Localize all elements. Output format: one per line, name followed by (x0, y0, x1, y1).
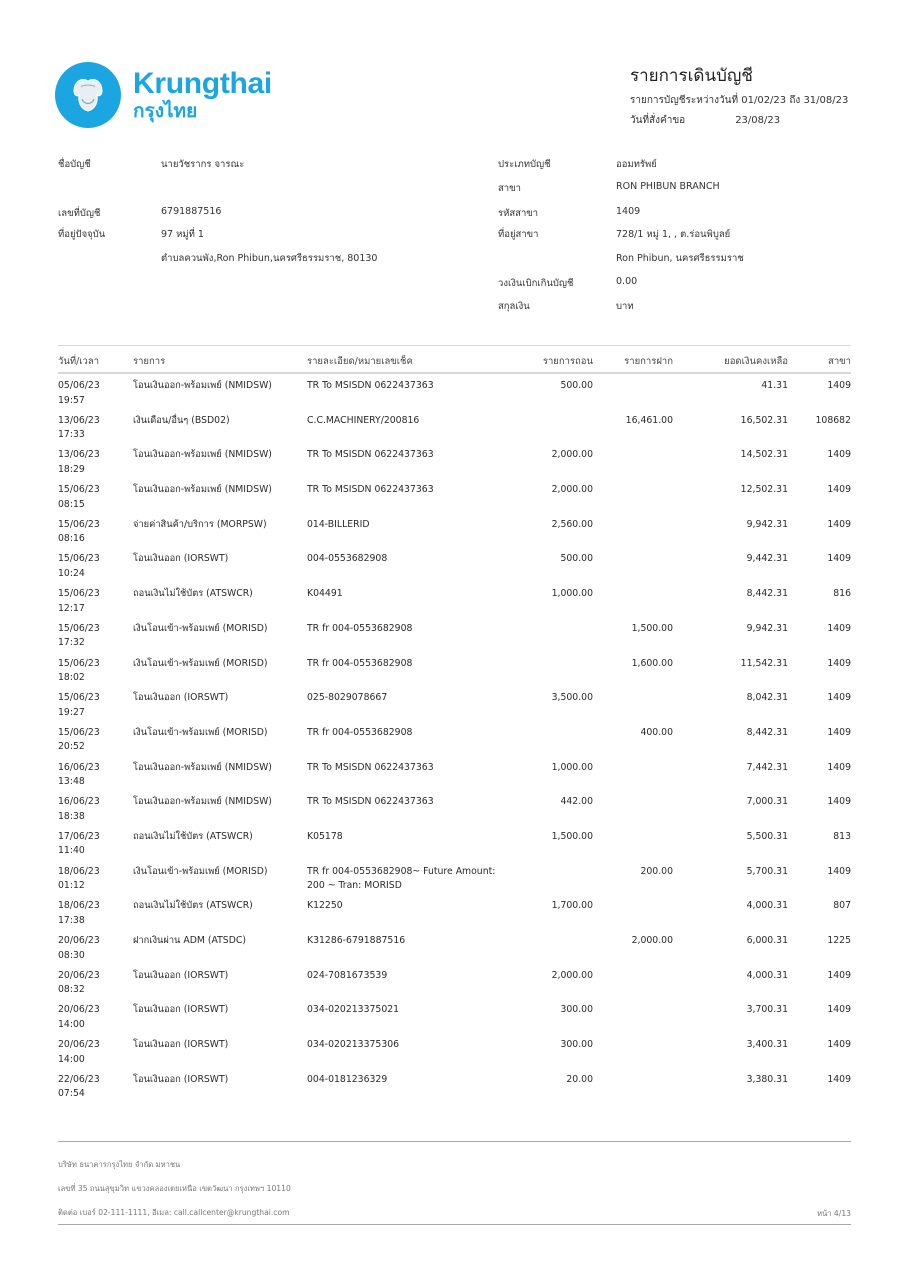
account-type-label: ประเภทบัญชี (498, 159, 551, 170)
account-name-label: ชื่อบัญชี (58, 159, 91, 170)
table-row (58, 443, 851, 478)
cell-date (58, 379, 100, 408)
account-number-value: 6791887516 (161, 206, 222, 217)
cell-time-value: 18:02 (58, 672, 85, 683)
cell-balance: 12,502.31 (740, 484, 788, 496)
cell-balance: 4,000.31 (746, 900, 788, 912)
cell-desc: โอนเงินออก (IORSWT) (133, 1073, 229, 1085)
cell-time-value: 13:48 (58, 776, 85, 788)
cell-withdrawal: 442.00 (560, 796, 593, 808)
branch-address-line2: Ron Phibun, นครศรีธรรมราช (616, 253, 744, 264)
cell-time-value: 17:38 (58, 914, 85, 926)
cell-date-value: 15/06/23 (58, 518, 100, 530)
cell-balance: 3,700.31 (746, 1004, 788, 1016)
table-row (58, 652, 851, 687)
account-type-value: ออมทรัพย์ (616, 159, 657, 170)
cell-balance: 9,942.31 (746, 622, 788, 634)
cell-date (58, 899, 100, 928)
cell-desc: โอนเงินออก (IORSWT) (133, 553, 229, 565)
cell-detail: K31286-6791887516 (307, 935, 406, 946)
table-row (58, 513, 851, 548)
footer-address: เลขที่ 35 ถนนสุขุมวิท แขวงคลองเตยเหนือ เขตวัฒนา กรุงเทพฯ 10110 (58, 1184, 291, 1193)
cell-deposit: 1,600.00 (631, 657, 673, 669)
cell-date-value: 13/06/23 (58, 414, 100, 426)
cell-balance: 11,542.31 (740, 657, 788, 669)
cell-balance: 5,500.31 (746, 830, 788, 842)
cell-branch: 1409 (827, 657, 851, 669)
cell-time-value: 14:00 (58, 1018, 85, 1030)
cell-date-value: 18/06/23 (58, 865, 100, 877)
cell-detail: 004-0553682908 (307, 553, 388, 565)
header-balance: ยอดเงินคงเหลือ (724, 356, 788, 367)
branch-label: สาขา (498, 183, 521, 194)
cell-withdrawal: 2,000.00 (551, 484, 593, 496)
table-row (58, 825, 851, 860)
cell-time-value: 14:00 (58, 1053, 85, 1065)
cell-branch: 1409 (827, 1039, 851, 1051)
branch-address-line1: 728/1 หมู่ 1, , ต.ร่อนพิบูลย์ (616, 229, 731, 240)
cell-branch: 1409 (827, 484, 851, 496)
cell-date-value: 15/06/23 (58, 588, 100, 600)
cell-detail: K05178 (307, 830, 343, 842)
cell-time-value: 01:12 (58, 880, 85, 892)
period-label: รายการบัญชีระหว่างวันที่ (630, 95, 739, 106)
cell-branch: 1409 (827, 553, 851, 565)
header-date: วันที่/เวลา (58, 356, 100, 367)
cell-detail: TR To MSISDN 0622437363 (307, 484, 434, 496)
cell-time-value: 08:30 (58, 949, 85, 961)
table-row (58, 1033, 851, 1068)
cell-balance: 8,042.31 (746, 692, 788, 704)
cell-detail: 034-020213375021 (307, 1004, 400, 1016)
cell-date (58, 691, 100, 720)
cell-withdrawal: 300.00 (560, 1039, 593, 1051)
table-row (58, 547, 851, 582)
cell-balance: 7,000.31 (746, 796, 788, 808)
cell-desc: โอนเงินออก (IORSWT) (133, 1039, 229, 1051)
cell-time-value: 08:32 (58, 984, 85, 996)
branch-value: RON PHIBUN BRANCH (616, 181, 720, 192)
transactions-table (58, 345, 851, 1102)
cell-detail: K12250 (307, 900, 343, 912)
cell-date (58, 622, 100, 651)
cell-date (58, 726, 100, 755)
cell-branch: 1409 (827, 449, 851, 461)
cell-detail: TR fr 004-0553682908~ Future Amount: 200 ~ Tran: MORISD (307, 865, 496, 892)
cell-time-value: 17:33 (58, 429, 85, 441)
cell-balance: 16,502.31 (740, 414, 788, 426)
cell-date-value: 16/06/23 (58, 761, 100, 773)
cell-withdrawal: 300.00 (560, 1004, 593, 1016)
cell-time-value: 08:15 (58, 498, 85, 510)
table-row (58, 1068, 851, 1103)
header-deposit: รายการฝาก (624, 356, 673, 367)
cell-time-value: 08:16 (58, 533, 85, 545)
cell-date-value: 15/06/23 (58, 657, 100, 669)
cell-date-value: 16/06/23 (58, 796, 100, 808)
cell-date (58, 761, 100, 790)
page-number: หน้า 4/13 (817, 1209, 851, 1218)
cell-withdrawal: 1,000.00 (551, 761, 593, 773)
cell-branch: 807 (833, 900, 851, 912)
cell-branch: 1409 (827, 1004, 851, 1016)
cell-date-value: 15/06/23 (58, 726, 100, 738)
table-row (58, 721, 851, 756)
overdraft-value: 0.00 (616, 276, 638, 287)
cell-withdrawal: 500.00 (560, 553, 593, 565)
cell-date-value: 18/06/23 (58, 900, 100, 912)
cell-deposit: 16,461.00 (625, 414, 673, 426)
cell-date (58, 969, 100, 998)
bank-name-th: กรุงไทย (133, 99, 198, 122)
cell-balance: 3,400.31 (746, 1039, 788, 1051)
cell-deposit: 400.00 (640, 726, 673, 738)
cell-withdrawal: 2,000.00 (551, 969, 593, 981)
cell-time-value: 20:52 (58, 741, 85, 753)
cell-time-value: 10:24 (58, 567, 85, 579)
table-row (58, 929, 851, 964)
cell-date (58, 934, 100, 963)
cell-desc: เงินโอนเข้า-พร้อมเพย์ (MORISD) (133, 865, 268, 877)
table-row (58, 756, 851, 791)
header-description: รายการ (133, 356, 166, 367)
cell-branch: 816 (833, 588, 851, 600)
table-row (58, 998, 851, 1033)
cell-time-value: 18:29 (58, 463, 85, 475)
currency-label: สกุลเงิน (498, 301, 530, 312)
cell-balance: 41.31 (761, 380, 788, 391)
cell-balance: 9,442.31 (746, 553, 788, 565)
cell-balance: 14,502.31 (740, 449, 788, 461)
cell-date-value: 15/06/23 (58, 692, 100, 704)
cell-branch: 813 (833, 830, 851, 842)
cell-detail: TR fr 004-0553682908 (307, 726, 413, 738)
cell-withdrawal: 1,500.00 (551, 830, 593, 842)
cell-detail: 025-8029078667 (307, 692, 388, 704)
cell-withdrawal: 1,700.00 (551, 900, 593, 912)
cell-time-value: 07:54 (58, 1088, 85, 1100)
cell-date (58, 552, 100, 581)
cell-deposit: 200.00 (640, 865, 673, 877)
cell-date (58, 795, 100, 824)
cell-desc: โอนเงินออก-พร้อมเพย์ (NMIDSW) (133, 796, 272, 808)
cell-branch: 1409 (827, 518, 851, 530)
cell-branch: 1409 (827, 1073, 851, 1085)
cell-desc: โอนเงินออก-พร้อมเพย์ (NMIDSW) (133, 449, 272, 461)
cell-branch: 1409 (827, 692, 851, 704)
address-line2: ตำบลควนพัง,Ron Phibun,นครศรีธรรมราช, 80130 (161, 253, 378, 264)
cell-desc: ถอนเงินไม่ใช้บัตร (ATSWCR) (133, 588, 253, 600)
cell-withdrawal: 2,000.00 (551, 449, 593, 461)
cell-detail: C.C.MACHINERY/200816 (307, 414, 420, 426)
cell-date-value: 20/06/23 (58, 1004, 100, 1016)
table-body (58, 374, 851, 1102)
cell-desc: โอนเงินออก (IORSWT) (133, 692, 229, 704)
request-date-label: วันที่สั่งคำขอ (630, 115, 686, 126)
cell-detail: TR To MSISDN 0622437363 (307, 380, 434, 391)
branch-address-label: ที่อยู่สาขา (498, 229, 539, 240)
cell-date (58, 448, 100, 477)
cell-branch: 1409 (827, 726, 851, 738)
cell-desc: เงินโอนเข้า-พร้อมเพย์ (MORISD) (133, 726, 268, 738)
table-header (58, 345, 851, 374)
statement-period (630, 94, 848, 108)
cell-date-value: 13/06/23 (58, 449, 100, 461)
cell-desc: เงินเดือน/อื่นๆ (BSD02) (133, 414, 230, 426)
cell-desc: จ่ายค่าสินค้า/บริการ (MORPSW) (133, 518, 267, 530)
cell-deposit: 1,500.00 (631, 622, 673, 634)
account-number-label: เลขที่บัญชี (58, 208, 101, 219)
cell-detail: TR fr 004-0553682908 (307, 657, 413, 669)
table-row (58, 478, 851, 513)
cell-balance: 8,442.31 (746, 726, 788, 738)
cell-date (58, 865, 100, 894)
table-row (58, 686, 851, 721)
request-date-value: 23/08/23 (735, 115, 781, 126)
cell-desc: ฝากเงินผ่าน ADM (ATSDC) (133, 935, 246, 946)
cell-date (58, 587, 100, 616)
cell-date-value: 20/06/23 (58, 1039, 100, 1051)
page-footer (58, 1141, 851, 1225)
cell-detail: K04491 (307, 588, 343, 600)
cell-date (58, 414, 100, 443)
cell-date-value: 15/06/23 (58, 484, 100, 496)
currency-value: บาท (616, 301, 634, 312)
cell-withdrawal: 20.00 (566, 1073, 593, 1085)
cell-desc: ถอนเงินไม่ใช้บัตร (ATSWCR) (133, 830, 253, 842)
cell-withdrawal: 500.00 (560, 380, 593, 391)
cell-time-value: 12:17 (58, 602, 85, 614)
cell-withdrawal: 2,560.00 (551, 518, 593, 530)
footer-company: บริษัท ธนาคารกรุงไทย จำกัด มหาชน (58, 1160, 181, 1169)
cell-date (58, 830, 100, 859)
header-withdrawal: รายการถอน (542, 356, 593, 367)
cell-branch: 1409 (827, 796, 851, 808)
document-title: รายการเดินบัญชี (630, 66, 753, 86)
cell-branch: 1409 (827, 380, 851, 391)
cell-balance: 8,442.31 (746, 588, 788, 600)
cell-date-value: 05/06/23 (58, 380, 100, 391)
cell-branch: 1409 (827, 865, 851, 877)
cell-branch: 1409 (827, 969, 851, 981)
cell-date (58, 657, 100, 686)
cell-date (58, 483, 100, 512)
krungthai-emblem-icon (55, 62, 121, 128)
table-row (58, 860, 851, 895)
cell-detail: 024-7081673539 (307, 969, 388, 981)
cell-balance: 6,000.31 (746, 935, 788, 946)
table-row (58, 964, 851, 999)
cell-desc: เงินโอนเข้า-พร้อมเพย์ (MORISD) (133, 622, 268, 634)
cell-detail: 004-0181236329 (307, 1073, 388, 1085)
cell-detail: TR fr 004-0553682908 (307, 622, 413, 634)
cell-detail: TR To MSISDN 0622437363 (307, 761, 434, 773)
footer-contact: ติดต่อ เบอร์ 02-111-1111, อีเมล: call.callcenter@krungthai.com (58, 1208, 290, 1217)
cell-balance: 4,000.31 (746, 969, 788, 981)
cell-branch: 1409 (827, 761, 851, 773)
cell-balance: 9,942.31 (746, 518, 788, 530)
cell-date-value: 17/06/23 (58, 830, 100, 842)
cell-branch: 1409 (827, 622, 851, 634)
statement-header (630, 64, 848, 128)
header-detail: รายละเอียด/หมายเลขเช็ค (307, 356, 413, 367)
account-name-value: นายวัชรากร จารณะ (161, 159, 245, 170)
address-label: ที่อยู่ปัจจุบัน (58, 229, 106, 240)
cell-desc: ถอนเงินไม่ใช้บัตร (ATSWCR) (133, 900, 253, 912)
cell-detail: TR To MSISDN 0622437363 (307, 449, 434, 461)
cell-time-value: 19:27 (58, 706, 85, 718)
cell-desc: โอนเงินออก-พร้อมเพย์ (NMIDSW) (133, 761, 272, 773)
cell-time-value: 17:32 (58, 637, 85, 649)
cell-balance: 7,442.31 (746, 761, 788, 773)
cell-branch: 1225 (827, 935, 851, 946)
table-row (58, 374, 851, 409)
period-value: 01/02/23 ถึง 31/08/23 (741, 95, 849, 106)
cell-desc: โอนเงินออก (IORSWT) (133, 1004, 229, 1016)
overdraft-label: วงเงินเบิกเกินบัญชี (498, 278, 574, 289)
table-row (58, 617, 851, 652)
bank-logo (55, 62, 272, 128)
cell-date-value: 20/06/23 (58, 935, 100, 946)
cell-deposit: 2,000.00 (631, 935, 673, 946)
table-row (58, 894, 851, 929)
cell-time-value: 11:40 (58, 845, 85, 857)
table-row (58, 582, 851, 617)
address-line1: 97 หมู่ที่ 1 (161, 229, 204, 240)
branch-code-value: 1409 (616, 206, 641, 217)
cell-desc: โอนเงินออก (IORSWT) (133, 969, 229, 981)
cell-desc: โอนเงินออก-พร้อมเพย์ (NMIDSW) (133, 484, 272, 496)
cell-time-value: 18:38 (58, 810, 85, 822)
cell-desc: เงินโอนเข้า-พร้อมเพย์ (MORISD) (133, 657, 268, 669)
cell-date (58, 1073, 100, 1102)
cell-date-value: 20/06/23 (58, 969, 100, 981)
cell-branch: 108682 (815, 414, 851, 426)
cell-withdrawal: 3,500.00 (551, 692, 593, 704)
branch-code-label: รหัสสาขา (498, 208, 539, 219)
cell-balance: 3,380.31 (746, 1073, 788, 1085)
cell-date-value: 15/06/23 (58, 622, 100, 634)
bank-name-en: Krungthai (133, 66, 272, 100)
cell-date (58, 1003, 100, 1032)
table-row (58, 790, 851, 825)
cell-date-value: 22/06/23 (58, 1073, 100, 1085)
table-row (58, 409, 851, 444)
cell-date (58, 1038, 100, 1067)
cell-balance: 5,700.31 (746, 865, 788, 877)
cell-detail: TR To MSISDN 0622437363 (307, 796, 434, 808)
cell-detail: 034-020213375306 (307, 1039, 400, 1051)
cell-date-value: 15/06/23 (58, 553, 100, 565)
cell-desc: โอนเงินออก-พร้อมเพย์ (NMIDSW) (133, 380, 272, 391)
cell-withdrawal: 1,000.00 (551, 588, 593, 600)
header-branch: สาขา (828, 356, 851, 367)
cell-detail: 014-BILLERID (307, 518, 370, 530)
cell-date (58, 518, 100, 547)
cell-time-value: 19:57 (58, 394, 85, 406)
request-date (630, 114, 848, 128)
